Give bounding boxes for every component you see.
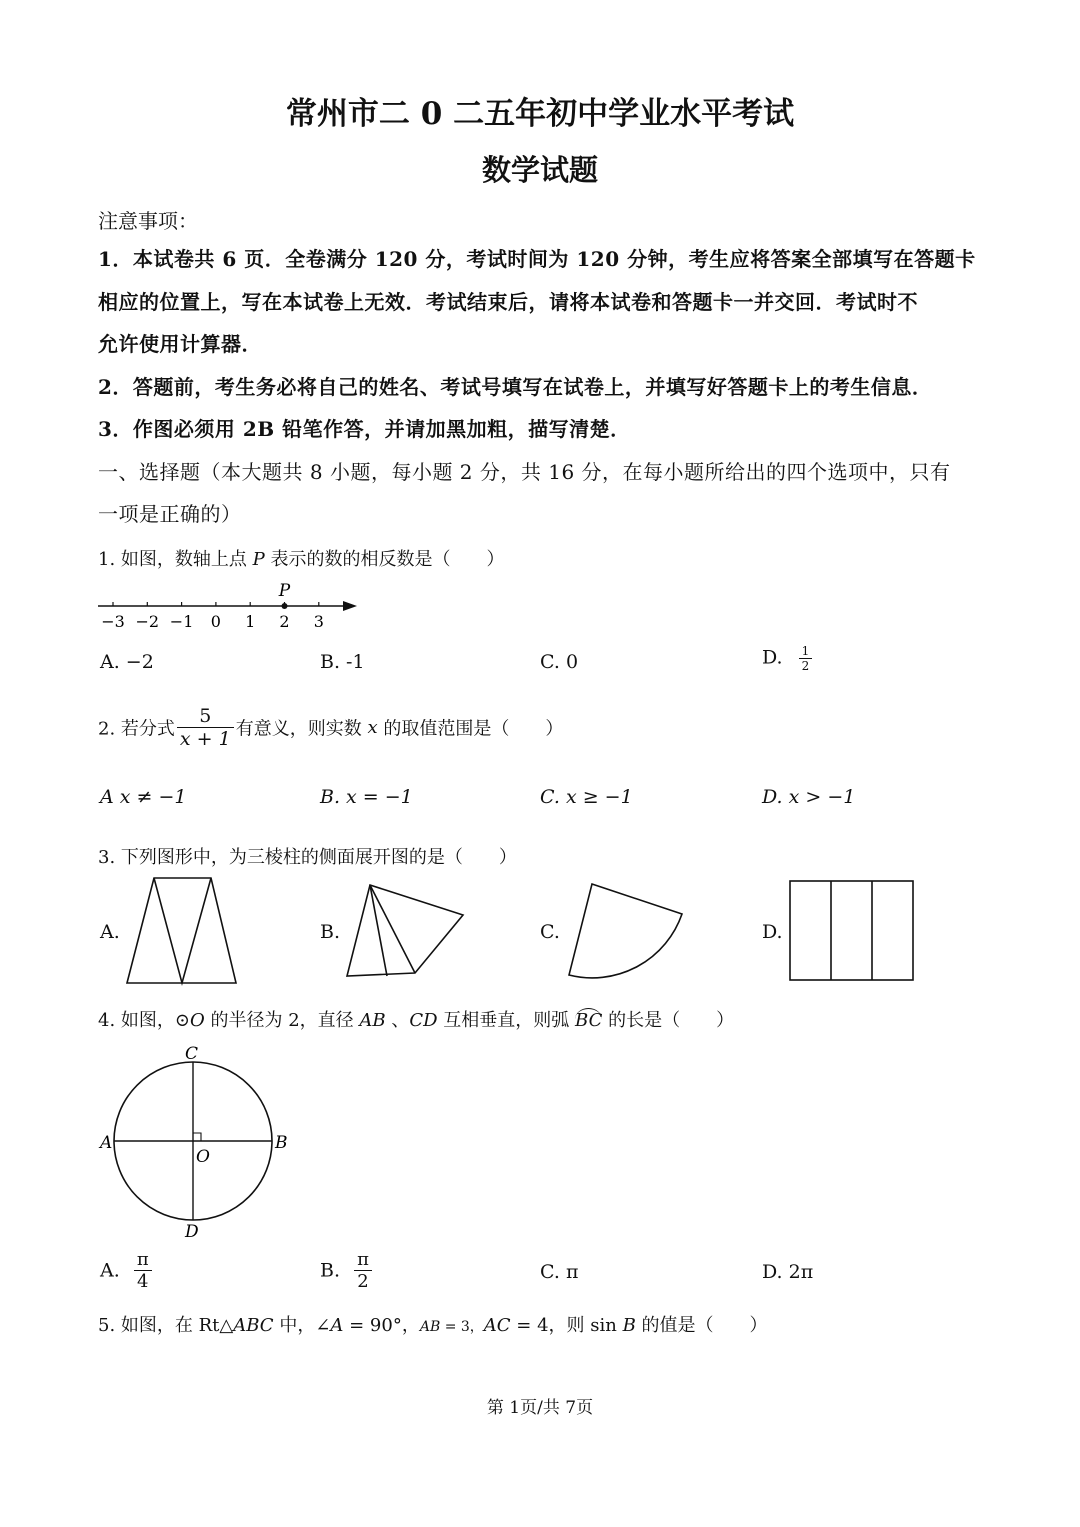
q3-option-a[interactable]: A. (100, 921, 120, 943)
q4-option-a-num: π (136, 1249, 149, 1270)
q1-option-d[interactable] (762, 644, 814, 673)
question-5-ac: AC (483, 1315, 511, 1336)
q3-figure-d (788, 879, 916, 983)
q1-option-d-label: D. (762, 646, 783, 669)
q4-option-b-den: 2 (354, 1270, 372, 1292)
question-5-angle: A (330, 1315, 344, 1336)
question-1-post: 表示的数的相反数是（ ） (264, 549, 505, 570)
question-5-post: 的值是（ ） (635, 1315, 768, 1336)
label-d: D (185, 1222, 199, 1242)
question-5-triangle: ABC (233, 1315, 274, 1336)
q3-figure-b (345, 883, 470, 983)
notice-rule-1-line-1: 1．本试卷共 6 页．全卷满分 120 分，考试时间为 120 分钟，考生应将答案全部填写在答题卡 (98, 247, 976, 271)
q4-option-c[interactable]: C. π (540, 1261, 579, 1283)
q4-option-a-label: A. (100, 1259, 120, 1282)
question-3-stem: 3. 下列图形中，为三棱柱的侧面展开图的是（ ） (98, 847, 517, 868)
number-line-arrow (343, 601, 357, 611)
notice-rule-1-line-3: 允许使用计算器． (98, 332, 262, 356)
question-5-mid1: 中，∠ (273, 1315, 331, 1336)
q4-option-b[interactable] (320, 1249, 374, 1292)
question-4-post: 的长是（ ） (602, 1010, 735, 1031)
question-4-sep: 、 (385, 1010, 410, 1031)
question-5-mid3: = 3， (440, 1319, 484, 1335)
q3-option-b[interactable]: B. (320, 921, 341, 943)
question-4-mid1: 的半径为 2，直径 (204, 1010, 360, 1031)
section-heading-line-2: 一项是正确的） (98, 502, 242, 526)
question-5-pre: 5. 如图，在 Rt△ (98, 1315, 234, 1336)
number-line-tick-label: −2 (135, 612, 160, 631)
q2-option-d[interactable]: D. x > −1 (762, 786, 856, 808)
question-4-stem (98, 1006, 734, 1032)
question-5-mid2: = 90°， (343, 1315, 420, 1336)
question-2-frac-num: 5 (199, 705, 212, 727)
label-a: A (100, 1133, 113, 1153)
number-line-tick-label: 1 (245, 612, 256, 631)
notice-rule-1-line-2: 相应的位置上，写在本试卷上无效．考试结束后，请将本试卷和答题卡一并交回．考试时不 (98, 290, 918, 314)
notice-rule-3: 3．作图必须用 2B 铅笔作答，并请加黑加粗，描写清楚． (98, 417, 631, 441)
q4-option-a-fraction (134, 1249, 152, 1292)
q3-option-d[interactable]: D. (762, 921, 783, 943)
question-2-var: x (367, 717, 378, 738)
question-5-ab: AB (419, 1319, 441, 1335)
label-o: O (196, 1147, 210, 1167)
label-c: C (185, 1044, 199, 1064)
question-1-var: P (252, 549, 265, 570)
number-line-tick-label: −3 (101, 612, 125, 631)
number-line-tick-label: 2 (279, 612, 290, 631)
question-5-b: B (622, 1315, 636, 1336)
number-line-tick-label: 0 (210, 612, 221, 631)
q4-option-b-fraction (354, 1249, 372, 1292)
question-4-mid2: 互相垂直，则弧 (437, 1010, 576, 1031)
question-4-diameter-1: AB (359, 1010, 386, 1031)
q3-option-c[interactable]: C. (540, 921, 560, 943)
notice-rule-2: 2．答题前，考生务必将自己的姓名、考试号填写在试卷上，并填写好答题卡上的考生信息． (98, 375, 933, 399)
q4-option-b-label: B. (320, 1259, 341, 1282)
question-5-mid4: = 4，则 sin (510, 1315, 623, 1336)
point-p-marker (282, 603, 288, 609)
q1-option-d-fraction (799, 644, 813, 673)
q2-option-c[interactable]: C. x ≥ −1 (540, 786, 633, 808)
exam-title: 常州市二 0 二五年初中学业水平考试 (285, 96, 795, 132)
question-1-stem (98, 545, 504, 571)
exam-subtitle: 数学试题 (481, 153, 598, 187)
question-2-frac-den: x + 1 (177, 727, 234, 750)
q4-circle-figure (95, 1044, 295, 1242)
question-4-diameter-2: CD (409, 1010, 438, 1031)
q1-option-d-den: 2 (799, 658, 813, 673)
number-line-tick-label: 3 (313, 612, 324, 631)
question-1-pre: 1. 如图，数轴上点 (98, 549, 253, 570)
q4-option-d[interactable]: D. 2π (762, 1261, 814, 1283)
number-line-tick-label: −1 (169, 612, 194, 631)
q3-figure-a (124, 876, 239, 986)
question-2-mid: 有意义，则实数 (235, 718, 368, 740)
q1-option-c[interactable]: C. 0 (540, 651, 579, 673)
q2-option-b[interactable]: B. x = −1 (320, 786, 413, 808)
q4-option-a-den: 4 (134, 1270, 152, 1292)
q3-figure-c (565, 882, 690, 982)
question-2-pre: 2. 若分式 (98, 718, 175, 740)
point-p-label: P (278, 581, 291, 601)
question-5-stem (98, 1311, 768, 1337)
question-2-post: 的取值范围是（ ） (377, 718, 564, 740)
question-4-arc: BC (575, 1010, 603, 1031)
notice-heading: 注意事项： (98, 209, 198, 233)
q1-option-a[interactable]: A. −2 (100, 651, 154, 673)
section-heading-line-1: 一、选择题（本大题共 8 小题，每小题 2 分，共 16 分，在每小题所给出的四个选项中，只有 (98, 460, 951, 484)
q1-option-b[interactable]: B. -1 (320, 651, 365, 673)
question-2-fraction (177, 705, 234, 750)
q4-option-a[interactable] (100, 1249, 154, 1292)
q1-option-d-num: 1 (801, 644, 810, 658)
label-b: B (275, 1133, 288, 1153)
page-footer: 第 1页/共 7页 (486, 1398, 594, 1418)
q2-option-a[interactable]: A x ≠ −1 (100, 786, 187, 808)
right-angle-mark (193, 1133, 201, 1141)
q4-option-b-num: π (357, 1249, 369, 1270)
question-4-circle: ⊙O (174, 1010, 205, 1031)
question-2-stem (98, 705, 563, 750)
question-4-pre: 4. 如图， (98, 1010, 175, 1031)
number-line-figure (95, 580, 365, 630)
